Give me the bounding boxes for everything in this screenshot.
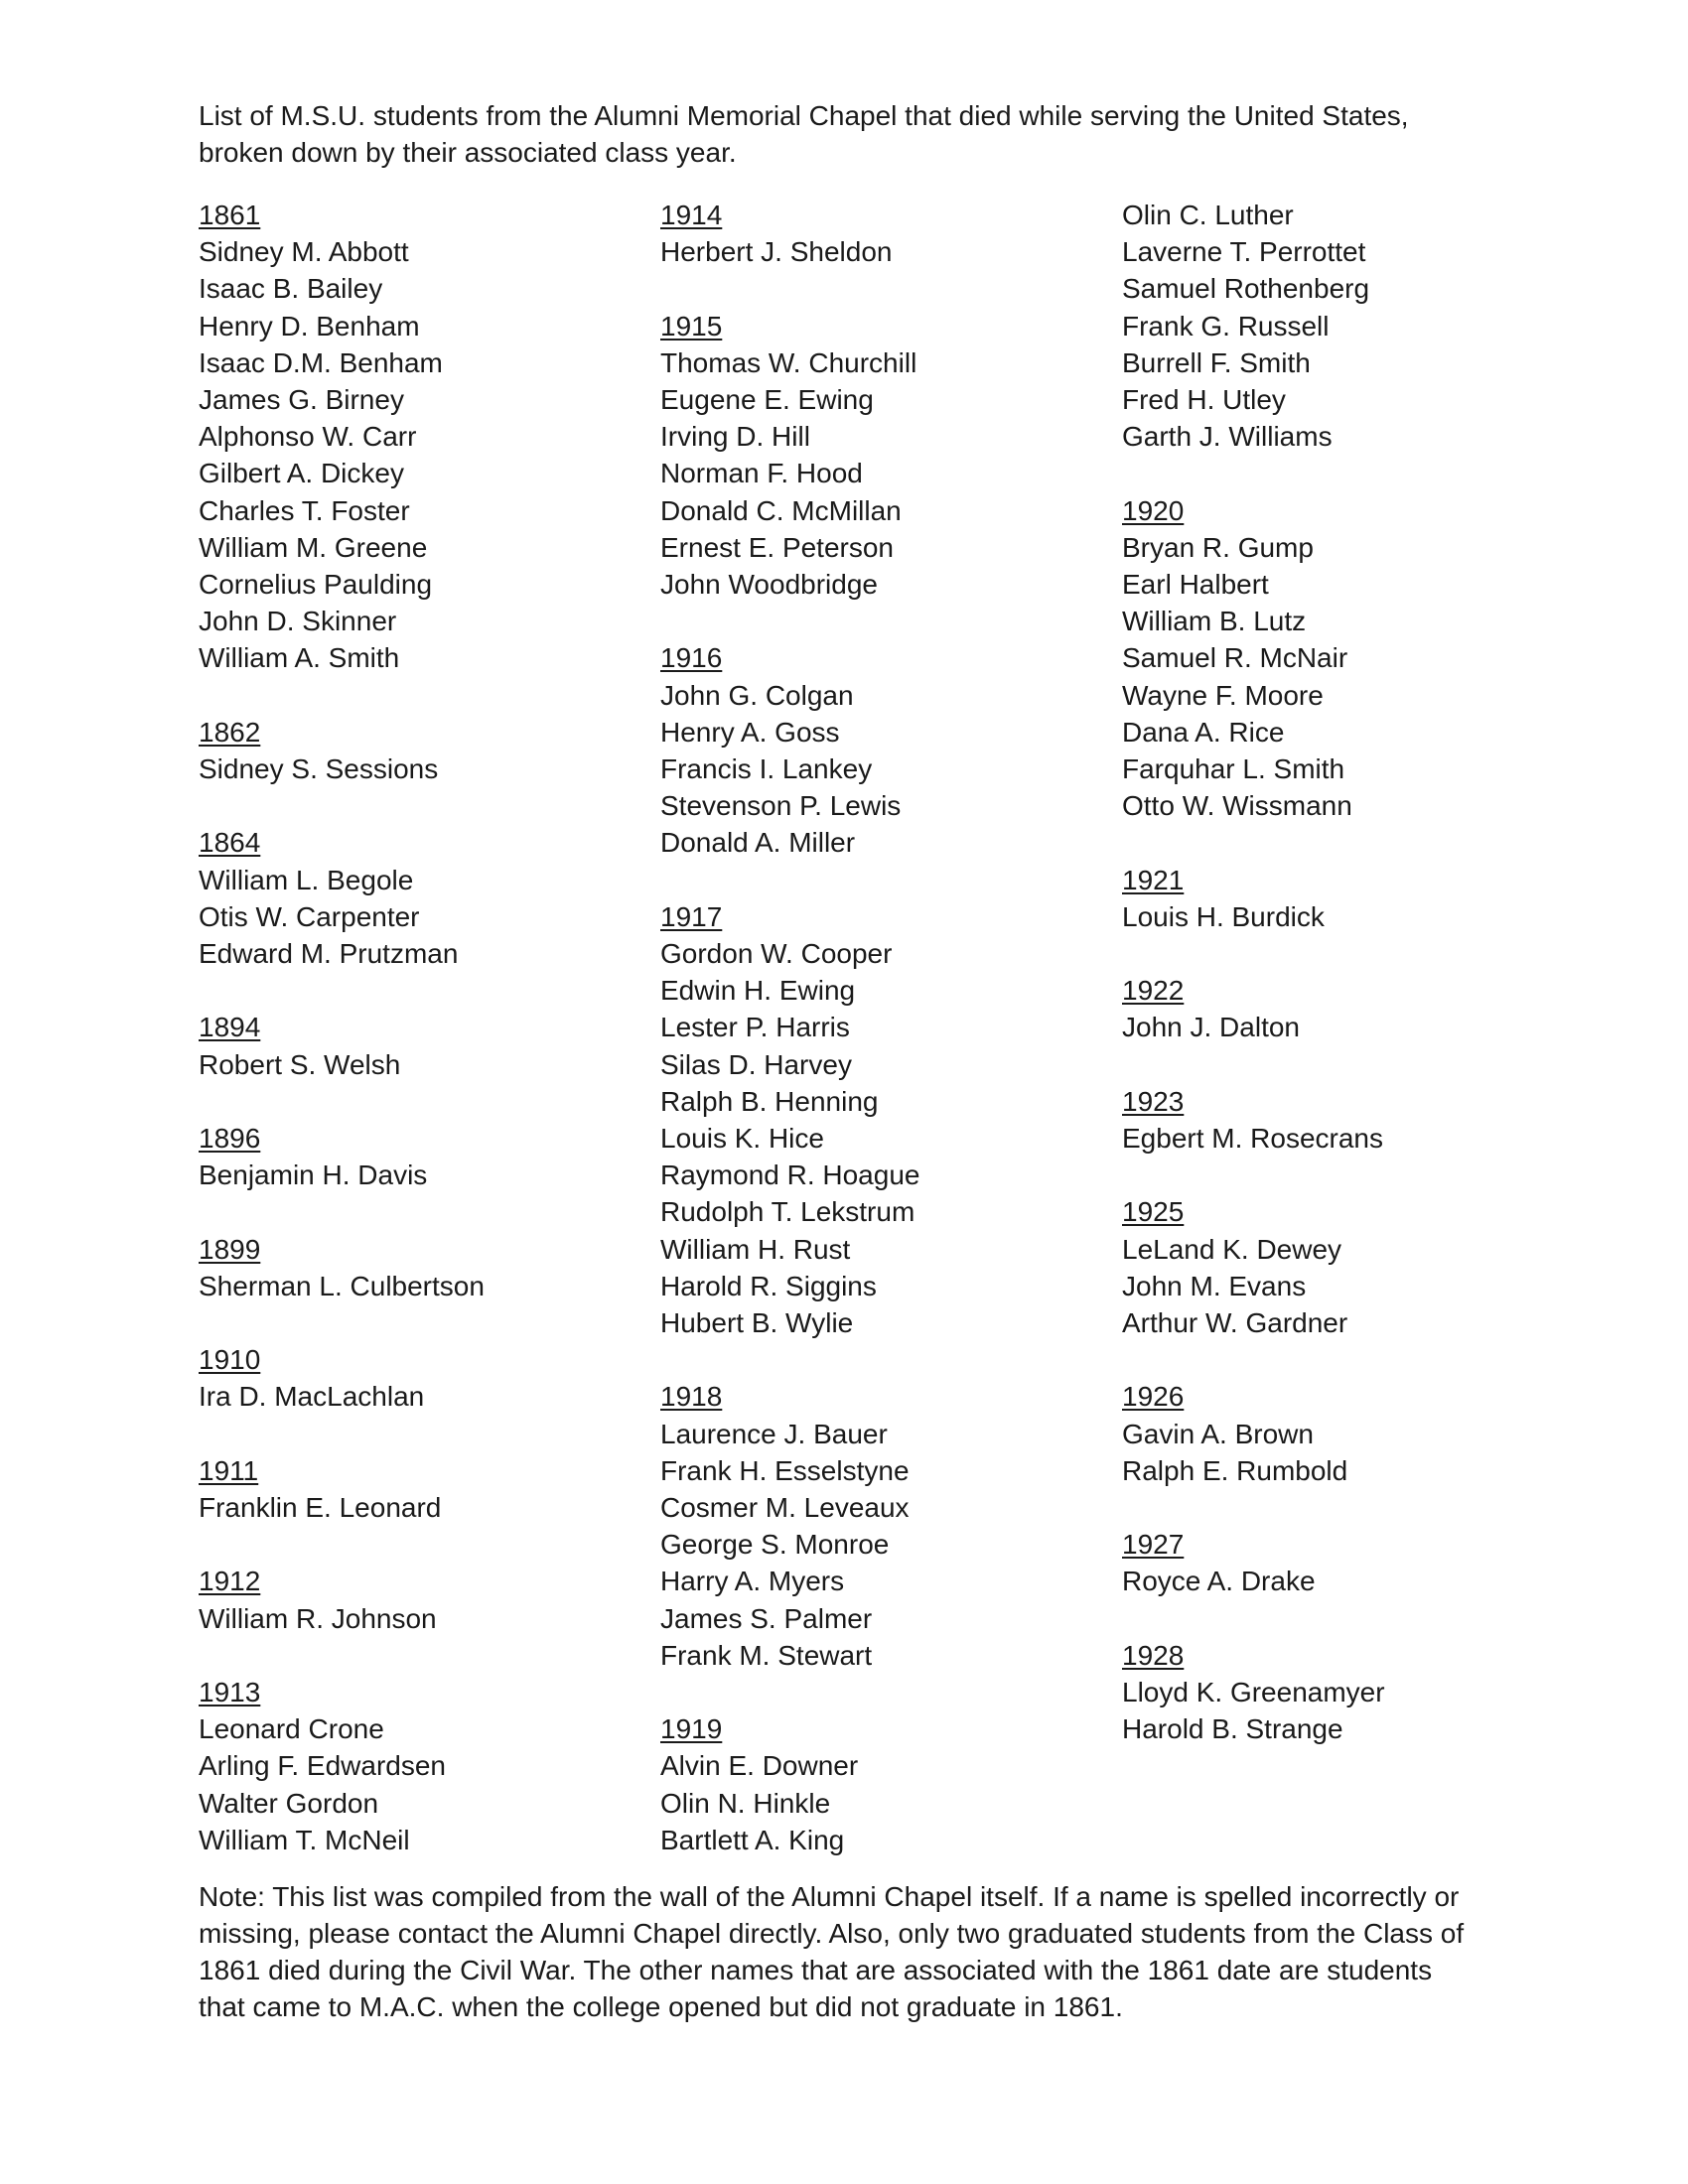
class-year-group <box>1122 1193 1385 1341</box>
student-name: Norman F. Hood <box>660 458 863 489</box>
student-name: Frank H. Esselstyne <box>660 1454 910 1486</box>
student-name: Garth J. Williams <box>1122 421 1333 453</box>
student-name: Alphonso W. Carr <box>199 421 417 453</box>
intro-paragraph <box>199 97 1489 171</box>
student-name: William L. Begole <box>199 864 414 895</box>
student-name: Donald A. Miller <box>660 827 856 859</box>
student-name: William B. Lutz <box>1122 606 1307 637</box>
student-name: Sidney M. Abbott <box>199 236 409 268</box>
student-name: Louis K. Hice <box>660 1123 824 1155</box>
class-year-heading: 1917 <box>660 900 723 932</box>
student-name: Cornelius Paulding <box>199 569 433 601</box>
student-name: Henry A. Goss <box>660 716 840 748</box>
class-year-group <box>1122 492 1385 825</box>
intro-line: broken down by their associated class year. <box>199 137 737 168</box>
class-year-group <box>199 1563 485 1636</box>
student-name: Olin C. Luther <box>1122 200 1294 230</box>
column-1 <box>199 197 485 1858</box>
student-name: William H. Rust <box>660 1233 851 1265</box>
student-name: Leonard Crone <box>199 1713 384 1745</box>
student-name: Francis I. Lankey <box>660 753 873 785</box>
class-year-group <box>199 1231 485 1304</box>
class-year-group <box>1122 1378 1385 1489</box>
student-name: Edward M. Prutzman <box>199 938 459 970</box>
student-name: George S. Monroe <box>660 1529 890 1561</box>
class-year-group <box>1122 1083 1385 1157</box>
student-name: Ralph E. Rumbold <box>1122 1454 1348 1486</box>
student-name: Fred H. Utley <box>1122 384 1286 416</box>
class-year-heading: 1919 <box>660 1713 723 1745</box>
class-year-heading: 1894 <box>199 1012 261 1043</box>
student-name: William R. Johnson <box>199 1602 437 1634</box>
student-name: John J. Dalton <box>1122 1012 1300 1043</box>
student-name: Henry D. Benham <box>199 310 420 341</box>
note-line: Note: This list was compiled from the wall of the Alumni Chapel itself. If a name is spelled incorrectly or <box>199 1881 1460 1912</box>
class-year-heading: 1923 <box>1122 1085 1185 1117</box>
student-name: Harold R. Siggins <box>660 1270 877 1301</box>
student-name: Thomas W. Churchill <box>660 346 917 378</box>
class-year-heading: 1910 <box>199 1344 261 1376</box>
student-name: Otis W. Carpenter <box>199 900 420 932</box>
student-name: John G. Colgan <box>660 679 854 711</box>
student-name: Louis H. Burdick <box>1122 900 1325 932</box>
student-name: Farquhar L. Smith <box>1122 753 1345 785</box>
student-name: Ira D. MacLachlan <box>199 1381 425 1413</box>
student-name: Robert S. Welsh <box>199 1048 401 1080</box>
class-year-heading: 1916 <box>660 642 723 674</box>
student-name: Gilbert A. Dickey <box>199 458 404 489</box>
student-name: John Woodbridge <box>660 569 878 601</box>
class-year-group <box>660 1710 919 1858</box>
student-name: Charles T. Foster <box>199 494 410 526</box>
class-year-heading: 1920 <box>1122 494 1185 526</box>
student-name: Sidney S. Sessions <box>199 753 439 785</box>
student-name: Arling F. Edwardsen <box>199 1750 447 1782</box>
student-name: James G. Birney <box>199 384 404 416</box>
student-name: Burrell F. Smith <box>1122 346 1311 378</box>
class-year-group <box>199 824 485 972</box>
student-name: Harry A. Myers <box>660 1566 845 1597</box>
student-name: Wayne F. Moore <box>1122 679 1324 711</box>
student-name: Dana A. Rice <box>1122 716 1285 748</box>
student-name: Gordon W. Cooper <box>660 938 893 970</box>
class-year-heading: 1913 <box>199 1676 261 1707</box>
student-name: Arthur W. Gardner <box>1122 1307 1348 1339</box>
class-year-group <box>1122 197 1385 455</box>
student-name: Stevenson P. Lewis <box>660 790 902 822</box>
class-year-heading: 1915 <box>660 310 723 341</box>
student-name: Frank G. Russell <box>1122 310 1330 341</box>
name-columns <box>199 197 1489 1874</box>
student-name: LeLand K. Dewey <box>1122 1233 1342 1265</box>
student-name: Bryan R. Gump <box>1122 531 1314 563</box>
class-year-group <box>199 1120 485 1193</box>
note-line: that came to M.A.C. when the college opened but did not graduate in 1861. <box>199 1991 1123 2022</box>
student-name: Alvin E. Downer <box>660 1750 859 1782</box>
student-name: Silas D. Harvey <box>660 1048 852 1080</box>
class-year-group <box>199 1674 485 1858</box>
student-name: Earl Halbert <box>1122 569 1269 601</box>
student-name: Cosmer M. Leveaux <box>660 1492 910 1524</box>
student-name: Harold B. Strange <box>1122 1713 1343 1745</box>
class-year-group <box>660 1378 919 1674</box>
student-name: Otto W. Wissmann <box>1122 790 1352 822</box>
class-year-heading: 1899 <box>199 1233 261 1265</box>
student-name: Raymond R. Hoague <box>660 1160 920 1191</box>
class-year-group <box>660 639 919 861</box>
student-name: John M. Evans <box>1122 1270 1307 1301</box>
student-name: Edwin H. Ewing <box>660 975 856 1007</box>
student-name: Irving D. Hill <box>660 421 810 453</box>
class-year-group <box>1122 1637 1385 1748</box>
class-year-heading: 1862 <box>199 716 261 748</box>
student-name: Laurence J. Bauer <box>660 1418 888 1449</box>
student-name: Royce A. Drake <box>1122 1566 1316 1597</box>
student-name: Gavin A. Brown <box>1122 1418 1314 1449</box>
class-year-heading: 1911 <box>199 1454 259 1486</box>
class-year-group <box>199 197 485 677</box>
note-paragraph <box>199 1878 1489 2025</box>
student-name: Laverne T. Perrottet <box>1122 236 1366 268</box>
note-line: missing, please contact the Alumni Chapel directly. Also, only two graduated students from the Class of <box>199 1918 1465 1949</box>
student-name: Eugene E. Ewing <box>660 384 874 415</box>
student-name: Rudolph T. Lekstrum <box>660 1196 915 1228</box>
student-name: Samuel R. McNair <box>1122 642 1348 674</box>
student-name: Bartlett A. King <box>660 1824 845 1855</box>
column-2 <box>660 197 919 1858</box>
student-name: James S. Palmer <box>660 1602 873 1634</box>
class-year-group <box>199 714 485 787</box>
class-year-group <box>1122 862 1385 935</box>
student-name: Sherman L. Culbertson <box>199 1270 485 1301</box>
class-year-group <box>660 197 919 270</box>
student-name: Egbert M. Rosecrans <box>1122 1123 1383 1155</box>
class-year-heading: 1925 <box>1122 1196 1185 1228</box>
student-name: Benjamin H. Davis <box>199 1160 428 1191</box>
student-name: Hubert B. Wylie <box>660 1307 854 1339</box>
document-page <box>199 97 1489 1874</box>
class-year-group <box>199 1452 485 1526</box>
class-year-heading: 1914 <box>660 200 723 230</box>
class-year-heading: 1928 <box>1122 1639 1185 1671</box>
class-year-heading: 1922 <box>1122 975 1185 1007</box>
student-name: Donald C. McMillan <box>660 494 902 526</box>
student-name: William M. Greene <box>199 531 428 563</box>
student-name: Lester P. Harris <box>660 1012 850 1043</box>
student-name: Lloyd K. Greenamyer <box>1122 1677 1385 1707</box>
student-name: Ralph B. Henning <box>660 1085 879 1117</box>
class-year-group <box>199 1341 485 1415</box>
student-name: Isaac D.M. Benham <box>199 346 443 378</box>
student-name: Franklin E. Leonard <box>199 1492 442 1523</box>
class-year-group <box>1122 972 1385 1045</box>
intro-line: List of M.S.U. students from the Alumni Memorial Chapel that died while serving the United States, <box>199 100 1409 131</box>
class-year-heading: 1861 <box>199 200 261 230</box>
class-year-heading: 1912 <box>199 1566 261 1597</box>
class-year-heading: 1926 <box>1122 1381 1185 1413</box>
class-year-heading: 1918 <box>660 1381 723 1413</box>
student-name: Samuel Rothenberg <box>1122 273 1370 305</box>
class-year-heading: 1864 <box>199 827 261 859</box>
student-name: Herbert J. Sheldon <box>660 236 893 268</box>
class-year-heading: 1921 <box>1122 864 1185 895</box>
class-year-group <box>660 898 919 1341</box>
class-year-heading: 1896 <box>199 1123 261 1155</box>
class-year-group <box>1122 1526 1385 1599</box>
student-name: Frank M. Stewart <box>660 1639 873 1671</box>
student-name: Isaac B. Bailey <box>199 273 383 305</box>
student-name: Walter Gordon <box>199 1787 379 1819</box>
student-name: Olin N. Hinkle <box>660 1787 831 1819</box>
note-line: 1861 died during the Civil War. The other names that are associated with the 1861 date are students <box>199 1955 1433 1985</box>
class-year-group <box>199 1009 485 1082</box>
class-year-group <box>660 308 919 604</box>
column-3 <box>1122 197 1385 1747</box>
student-name: William A. Smith <box>199 642 400 674</box>
class-year-heading: 1927 <box>1122 1529 1185 1561</box>
student-name: William T. McNeil <box>199 1824 410 1855</box>
student-name: Ernest E. Peterson <box>660 531 895 563</box>
student-name: John D. Skinner <box>199 606 397 637</box>
